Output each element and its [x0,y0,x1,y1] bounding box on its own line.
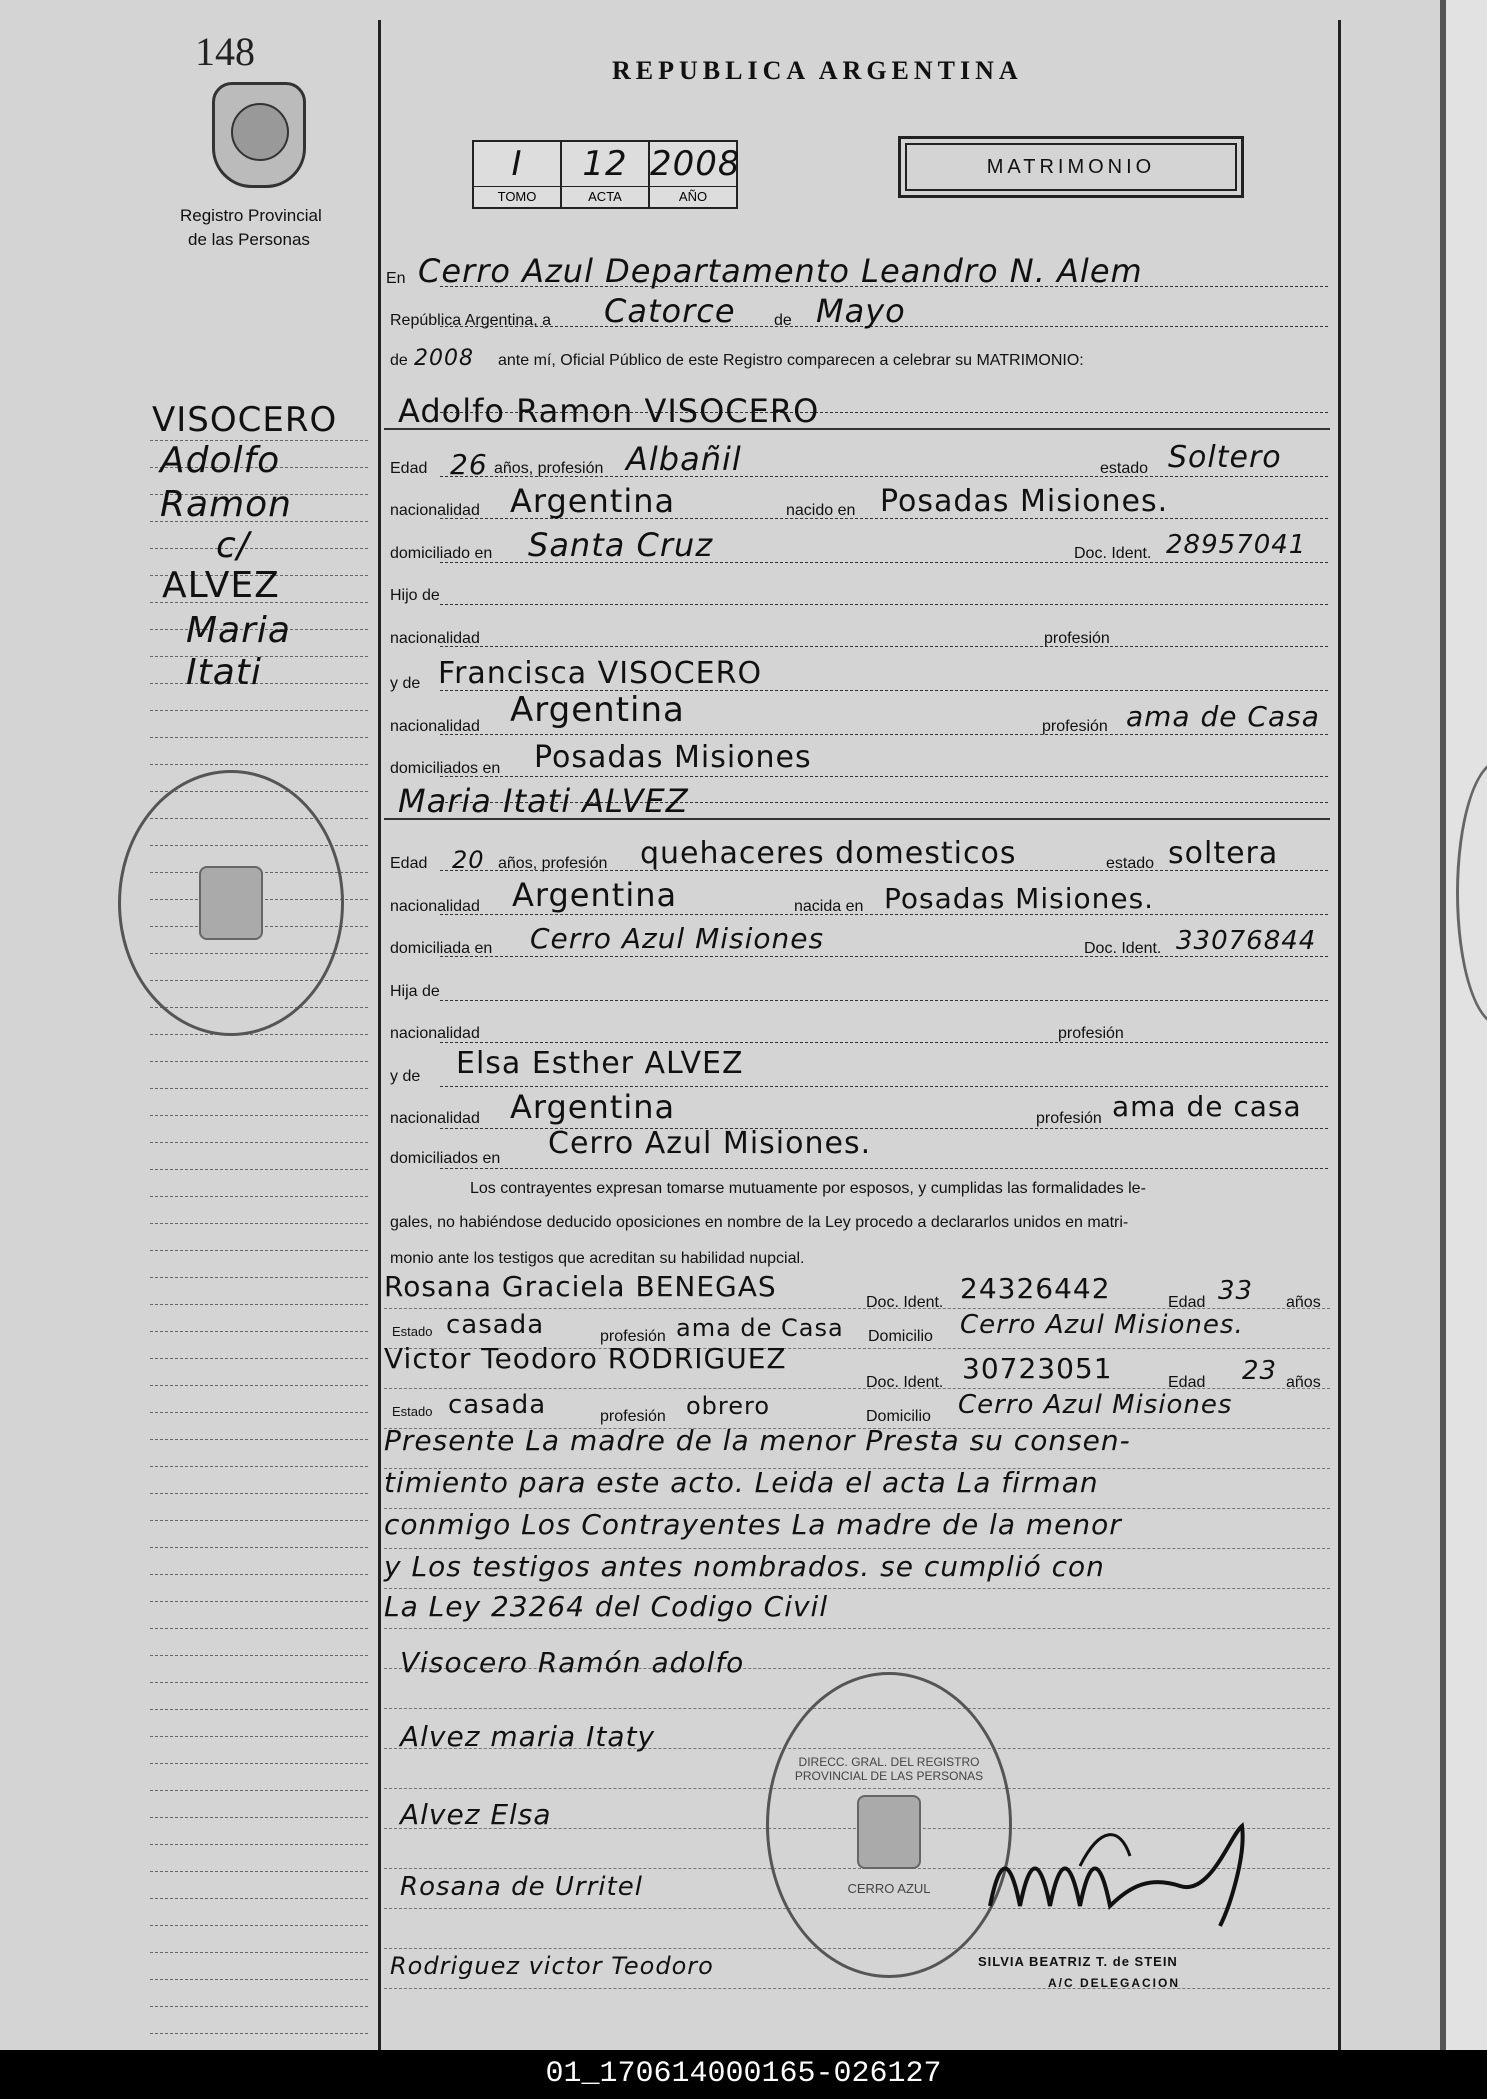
bride-mother-nationality: Argentina [510,1088,676,1126]
registry-name-2: de las Personas [188,230,310,249]
groom-domicile: Santa Cruz [528,526,714,564]
lower-rule [384,1588,1330,1589]
anio-value: 2008 [650,142,736,187]
form-rule [440,1086,1328,1087]
margin-note-line-3: Ramon [160,484,292,525]
form-rule [440,646,1328,647]
bride-domicile: Cerro Azul Misiones [530,922,825,955]
witness-2-anos: años [1286,1374,1321,1391]
tomo-acta-anio-table [472,140,741,209]
groom-edad-label: Edad [390,460,428,477]
signature-bride: Alvez maria Itaty [400,1720,656,1753]
groom-anos-profesion: años, profesión [494,460,604,477]
bride-birthplace: Posadas Misiones. [884,882,1155,915]
note-line-5: La Ley 23264 del Codigo Civil [384,1590,829,1623]
stamp-sub: CERRO AZUL [847,1880,931,1896]
groom-profession: Albañil [626,440,742,478]
margin-rule [150,1790,368,1791]
registry-logo [212,82,306,188]
bride-mother-profession: ama de casa [1112,1090,1302,1123]
form-rule [440,734,1328,735]
witness-1-doc-label: Doc. Ident. [866,1294,944,1311]
intro-text: ante mí, Oficial Público de este Registro comparecen a celebrar su MATRIMONIO: [498,352,1084,369]
margin-rule [150,1169,368,1170]
margin-rule [150,1439,368,1440]
bride-mother: Elsa Esther ALVEZ [456,1046,744,1081]
witness-2-edad-label: Edad [1168,1374,1206,1391]
day-value: Catorce [604,292,736,330]
groom-doc-number: 28957041 [1166,530,1307,560]
country-title: REPUBLICA ARGENTINA [612,56,1023,85]
official-stamp-bottom [766,1672,1012,1978]
tomo-value: I [474,142,560,187]
note-line-4: y Los testigos antes nombrados. se cumplió con [384,1550,1105,1583]
margin-rule [150,1331,368,1332]
father-prof-label: profesión [1044,630,1110,647]
margin-rule [150,1709,368,1710]
margin-rule [150,1061,368,1062]
margin-rule [150,710,368,711]
margin-rule [150,1898,368,1899]
acta-value: 12 [562,142,648,187]
groom-mother: Francisca VISOCERO [438,656,763,691]
witness-1-estado-label: Estado [392,1324,433,1339]
bride-father-nac-label: nacionalidad [390,1025,480,1042]
de-label-1: de [774,312,792,329]
margin-rule [150,1277,368,1278]
bride-age: 20 [452,846,485,874]
stamp-text: DIRECC. GRAL. DEL REGISTRO PROVINCIAL DE LAS PERSONAS [794,1754,984,1783]
groom-yde-label: y de [390,675,421,692]
margin-rule [150,1682,368,1683]
official-stamp-left [118,770,344,1036]
margin-note-line-4: c/ [216,525,250,566]
bride-parents-domicile: Cerro Azul Misiones. [548,1126,872,1161]
margin-rule [150,1034,368,1035]
witness-1-prof-label: profesión [600,1328,666,1345]
doc-type-box [898,136,1244,198]
form-rule [440,1042,1328,1043]
groom-parents-dom-label: domiciliados en [390,760,501,777]
margin-rule [150,1250,368,1251]
bride-mother-prof-label: profesión [1036,1110,1102,1127]
official-role: A/C DELEGACION [1048,1976,1181,1990]
groom-age: 26 [450,448,488,481]
margin-rule [150,1547,368,1548]
bride-dom-label: domiciliada en [390,940,493,957]
margin-rule [150,1466,368,1467]
note-line-1: Presente La madre de la menor Presta su consen- [384,1424,1131,1457]
form-rule [440,956,1328,957]
month-value: Mayo [816,292,906,330]
margin-rule [150,1817,368,1818]
signature-bride-mother: Alvez Elsa [400,1798,552,1831]
margin-rule [150,1763,368,1764]
right-page-rule [1338,20,1341,2050]
signature-witness-2: Rodriguez victor Teodoro [390,1952,714,1980]
witness-2-doc: 30723051 [962,1352,1113,1385]
bride-nac-label: nacionalidad [390,898,480,915]
groom-mother-nationality: Argentina [510,690,685,730]
folio-number: 148 [195,29,255,74]
bride-yde-label: y de [390,1068,421,1085]
anio-label: AÑO [678,189,708,204]
margin-rule [150,1979,368,1980]
year-value: 2008 [414,346,474,371]
witness-2-doc-label: Doc. Ident. [866,1374,944,1391]
groom-estado-label: estado [1100,460,1149,477]
legal-text-3: monio ante los testigos que acreditan su habilidad nupcial. [390,1250,805,1267]
note-line-2: timiento para este acto. Leida el acta La firman [384,1466,1099,1499]
margin-note-line-5: ALVEZ [162,565,280,606]
registry-name-1: Registro Provincial [180,206,322,225]
note-line-3: conmigo Los Contrayentes La madre de la menor [384,1508,1122,1541]
margin-rule [150,1520,368,1521]
form-rule [440,1000,1328,1001]
groom-mother-prof-label: profesión [1042,718,1108,735]
margin-rule [150,1142,368,1143]
doc-type: MATRIMONIO [986,155,1156,178]
witness-2-estado-label: Estado [392,1404,433,1419]
margin-rule [150,1925,368,1926]
legal-text-2: gales, no habiéndose deducido oposiciones en nombre de la Ley procedo a declararlos unidos en matri- [390,1214,1129,1231]
groom-nac-label: nacionalidad [390,502,480,519]
bride-name: Maria Itati ALVEZ [398,782,689,820]
de-label-2: de [390,352,408,369]
margin-note-line-7: Itati [186,652,262,693]
margin-rule [150,1844,368,1845]
margin-rule [150,1493,368,1494]
signature-groom: Visocero Ramón adolfo [400,1646,745,1679]
margin-rule [150,1736,368,1737]
form-rule [440,604,1328,605]
bride-doc-number: 33076844 [1176,926,1317,956]
groom-dom-label: domiciliado en [390,545,493,562]
lower-rule [384,1988,1330,1989]
form-rule [440,1168,1328,1169]
left-column-rule [378,20,381,2050]
father-nac-label: nacionalidad [390,630,480,647]
hija-label: Hija de [390,983,440,1000]
groom-name: Adolfo Ramon VISOCERO [398,392,820,430]
bride-nacida-label: nacida en [794,898,864,915]
signature-witness-1: Rosana de Urritel [400,1872,643,1902]
witness-2-domicilio-label: Domicilio [866,1408,931,1425]
place-value: Cerro Azul Departamento Leandro N. Alem [418,252,1143,290]
witness-2-estado: casada [448,1390,547,1420]
margin-rule [150,1358,368,1359]
bride-mother-nac-label: nacionalidad [390,1110,480,1127]
republica-label: República Argentina, a [390,312,551,329]
margin-rule [150,1655,368,1656]
witness-1-estado: casada [446,1310,545,1340]
witness-1-domicilio-label: Domicilio [868,1328,933,1345]
facing-page-edge [1440,0,1487,2050]
groom-mother-profession: ama de Casa [1126,700,1320,733]
margin-rule [150,1628,368,1629]
groom-estado: Soltero [1168,440,1282,475]
bride-anos-profesion: años, profesión [498,855,608,872]
margin-rule [150,1601,368,1602]
witness-2-name: Victor Teodoro RODRIGUEZ [384,1342,787,1375]
bride-estado-label: estado [1106,855,1155,872]
witness-1-doc: 24326442 [960,1272,1111,1305]
margin-rule [150,1412,368,1413]
lower-rule [384,1628,1330,1629]
official-name: SILVIA BEATRIZ T. de STEIN [978,1954,1178,1969]
margin-rule [150,1196,368,1197]
margin-rule [150,1574,368,1575]
margin-rule [150,2006,368,2007]
witness-1-profession: ama de Casa [676,1314,844,1342]
bride-profession: quehaceres domesticos [640,836,1017,871]
margin-rule [150,548,368,549]
margin-rule [150,1304,368,1305]
groom-nacido-label: nacido en [786,502,856,519]
groom-birthplace: Posadas Misiones. [880,484,1169,519]
groom-parents-domicile: Posadas Misiones [534,740,812,775]
groom-nationality: Argentina [510,482,676,520]
bride-estado: soltera [1168,836,1279,871]
lower-rule [384,1548,1330,1549]
witness-1-edad-label: Edad [1168,1294,1206,1311]
witness-1-name: Rosana Graciela BENEGAS [384,1270,777,1303]
en-label: En [386,270,406,287]
image-caption: 01_170614000165-026127 [0,2050,1487,2099]
form-rule [440,776,1328,777]
bride-father-prof-label: profesión [1058,1025,1124,1042]
margin-rule [150,1088,368,1089]
witness-2-age: 23 [1242,1356,1278,1386]
margin-rule [150,764,368,765]
margin-rule [150,1385,368,1386]
margin-rule [150,737,368,738]
margin-note-line-6: Maria [186,610,291,651]
margin-rule [150,1871,368,1872]
margin-rule [150,1223,368,1224]
tomo-label: TOMO [497,189,537,204]
groom-doc-label: Doc. Ident. [1074,545,1152,562]
witness-2-domicile: Cerro Azul Misiones [958,1390,1233,1420]
witness-1-domicile: Cerro Azul Misiones. [960,1310,1244,1340]
bride-doc-label: Doc. Ident. [1084,940,1162,957]
acta-label: ACTA [588,189,622,204]
hijo-label: Hijo de [390,587,440,604]
bride-nationality: Argentina [512,876,678,914]
witness-2-prof-label: profesión [600,1408,666,1425]
legal-text-1: Los contrayentes expresan tomarse mutuamente por esposos, y cumplidas las formalidades le- [470,1180,1146,1197]
bride-parents-dom-label: domiciliados en [390,1150,501,1167]
groom-mother-nac-label: nacionalidad [390,718,480,735]
witness-1-anos: años [1286,1294,1321,1311]
margin-rule [150,1952,368,1953]
witness-1-age: 33 [1218,1276,1254,1306]
margin-rule [150,2033,368,2034]
margin-rule [150,1115,368,1116]
margin-note-line-1: VISOCERO [152,400,338,440]
bride-edad-label: Edad [390,855,428,872]
margin-note-line-2: Adolfo [160,440,281,481]
witness-2-profession: obrero [686,1392,771,1420]
official-signature [980,1816,1320,1936]
